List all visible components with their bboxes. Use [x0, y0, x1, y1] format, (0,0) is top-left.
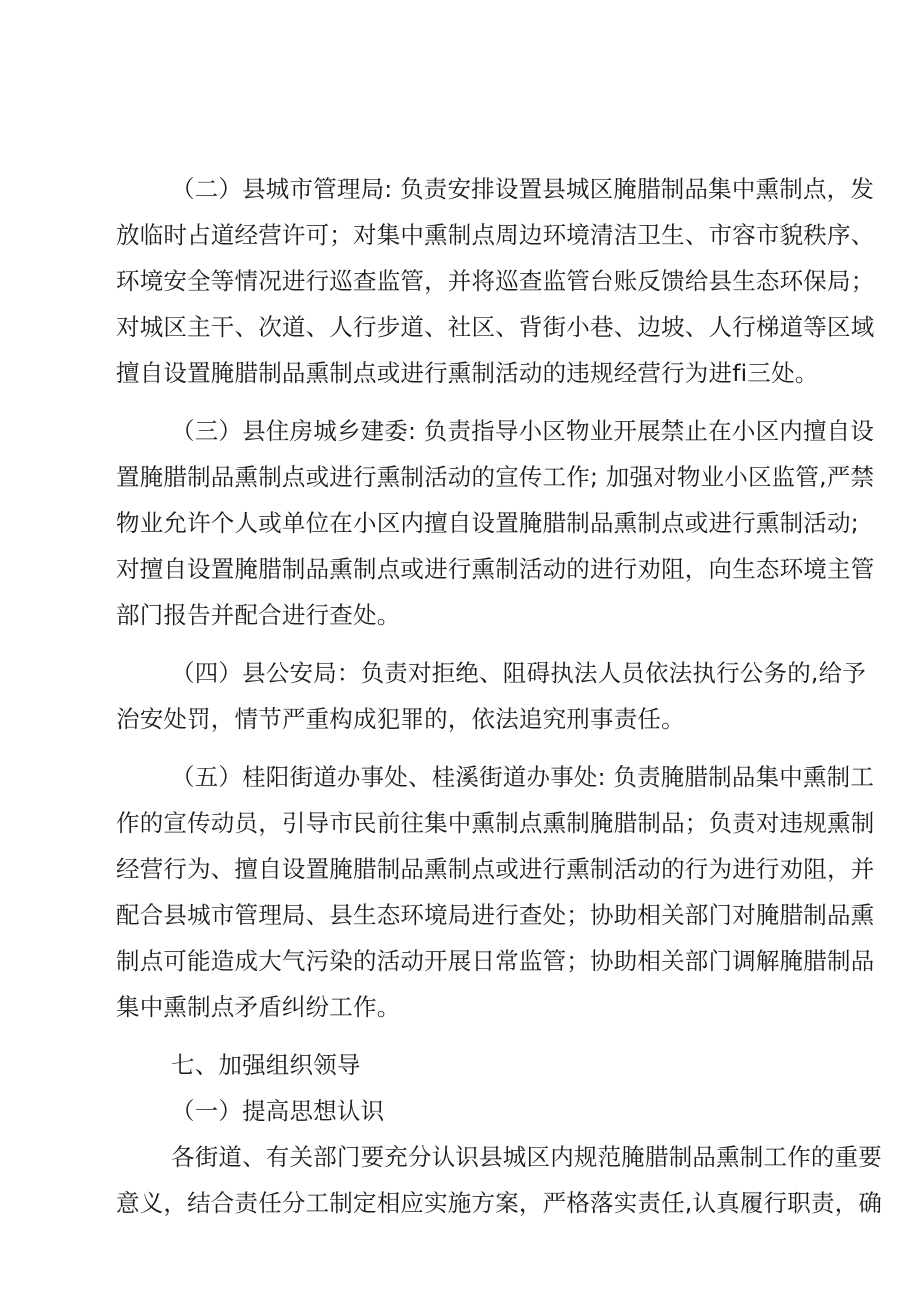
paragraph-street-offices [116, 754, 875, 1030]
text-line: 环境安全等情况进行巡查监管，并将巡查监管台账反馈给县生态环保局； [116, 267, 875, 295]
sub-heading-text: （一）提高思想认识 [171, 1097, 385, 1125]
text-line: （二）县城市管理局: 负责安排设置县城区腌腊制品集中熏制点，发 [171, 175, 875, 203]
text-line: 物业允许个人或单位在小区内擅自设置腌腊制品熏制点或进行熏制活动; [116, 509, 859, 537]
text-line: 各街道、有关部门要充分认识县城区内规范腌腊制品熏制工作的重要 [171, 1143, 882, 1171]
text-line: 意义，结合责任分工制定相应实施方案，严格落实责任,认真履行职责，确 [116, 1189, 883, 1217]
text-line: 部门报告并配合进行查处。 [116, 601, 401, 629]
text-line: 作的宣传动员，引导市民前往集中熏制点熏制腌腊制品；负责对违规熏制 [116, 809, 875, 837]
section-heading-text: 七、加强组织领导 [171, 1051, 361, 1079]
paragraph-public-security [116, 650, 866, 742]
text-line: 置腌腊制品熏制点或进行熏制活动的宣传工作; 加强对物业小区监管,严禁 [116, 463, 875, 491]
document-body [116, 166, 883, 1238]
text-line: 擅自设置腌腊制品熏制点或进行熏制活动的违规经营行为进fi三处。 [116, 359, 819, 387]
text-line: （三）县住房城乡建委: 负责指导小区物业开展禁止在小区内擅自设 [171, 417, 875, 445]
text-line: 经营行为、擅自设置腌腊制品熏制点或进行熏制活动的行为进行劝阻，并 [116, 855, 875, 883]
text-line: 对城区主干、次道、人行步道、社区、背街小巷、边坡、人行梯道等区域 [116, 313, 875, 341]
text-line: 对擅自设置腌腊制品熏制点或进行熏制活动的进行劝阻，向生态环境主管 [116, 555, 875, 583]
text-line: 集中熏制点矛盾纠纷工作。 [116, 993, 401, 1021]
paragraph-awareness [116, 1134, 883, 1226]
text-line: （四）县公安局：负责对拒绝、阻碍执法人员依法执行公务的,给予 [171, 659, 866, 687]
text-line: 治安处罚，情节严重构成犯罪的，依法追究刑事责任。 [116, 705, 685, 733]
paragraph-housing-construction [116, 408, 875, 638]
section-heading [116, 1042, 816, 1088]
text-line: （五）桂阳街道办事处、桂溪街道办事处: 负责腌腊制品集中熏制工 [171, 763, 875, 791]
sub-heading [116, 1088, 816, 1134]
text-line: 配合县城市管理局、县生态环境局进行查处；协助相关部门对腌腊制品熏 [116, 901, 875, 929]
text-line: 制点可能造成大气污染的活动开展日常监管；协助相关部门调解腌腊制品 [116, 947, 875, 975]
text-line: 放临时占道经营许可；对集中熏制点周边环境清洁卫生、市容市貌秩序、 [116, 221, 875, 249]
paragraph-city-management [116, 166, 875, 396]
